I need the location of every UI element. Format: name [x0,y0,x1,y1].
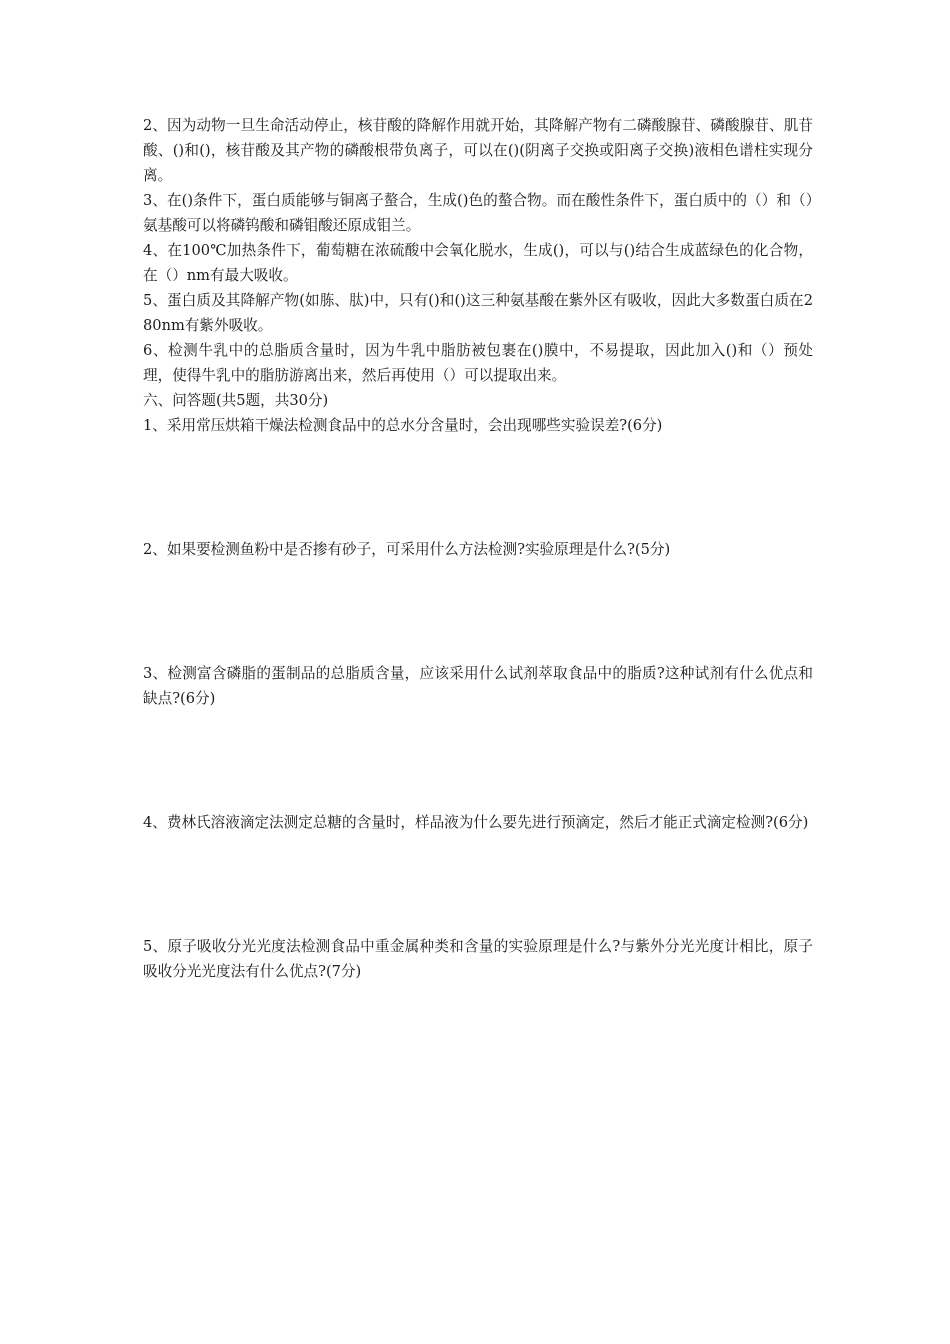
short-answer-question-5: 5、原子吸收分光光度法检测食品中重金属种类和含量的实验原理是什么?与紫外分光光度计相比，原子吸收分光光度法有什么优点?(7分) [143,938,813,980]
answer-space-1 [143,438,813,537]
short-answer-question-2: 2、如果要检测鱼粉中是否掺有砂子，可采用什么方法检测?实验原理是什么?(5分) [143,541,671,558]
answer-space-4 [143,835,813,934]
fill-blank-question-3: 3、在()条件下，蛋白质能够与铜离子螯合，生成()色的螯合物。而在酸性条件下，蛋白质中的（）和（）氨基酸可以将磷钨酸和磷钼酸还原成钼兰。 [143,192,813,234]
fill-blank-question-6: 6、检测牛乳中的总脂质含量时，因为牛乳中脂肪被包裹在()膜中，不易提取，因此加入()和（）预处理，使得牛乳中的脂肪游离出来，然后再使用（）可以提取出来。 [143,342,813,384]
fill-blank-question-4: 4、在100℃加热条件下，葡萄糖在浓硫酸中会氧化脱水，生成()，可以与()结合生成蓝绿色的化合物，在（）nm有最大吸收。 [143,242,813,284]
short-answer-question-1: 1、采用常压烘箱干燥法检测食品中的总水分含量时，会出现哪些实验误差?(6分) [143,417,663,434]
short-answer-question-3: 3、检测富含磷脂的蛋制品的总脂质含量，应该采用什么试剂萃取食品中的脂质?这种试剂有什么优点和缺点?(6分) [143,665,813,707]
answer-space-2 [143,562,813,661]
exam-page [143,113,813,984]
section-title: 六、问答题(共5题，共30分) [143,392,329,409]
short-answer-question-4: 4、费林氏溶液滴定法测定总糖的含量时，样品液为什么要先进行预滴定，然后才能正式滴定检测?(6分) [143,814,809,831]
answer-space-3 [143,711,813,810]
fill-blank-question-5: 5、蛋白质及其降解产物(如胨、肽)中，只有()和()这三种氨基酸在紫外区有吸收，因此大多数蛋白质在280nm有紫外吸收。 [143,292,813,334]
fill-blank-question-2: 2、因为动物一旦生命活动停止，核苷酸的降解作用就开始，其降解产物有二磷酸腺苷、磷酸腺苷、肌苷酸、()和()，核苷酸及其产物的磷酸根带负离子，可以在()(阴离子交换或阳离子交换)液相色谱柱实现分离。 [143,117,813,184]
